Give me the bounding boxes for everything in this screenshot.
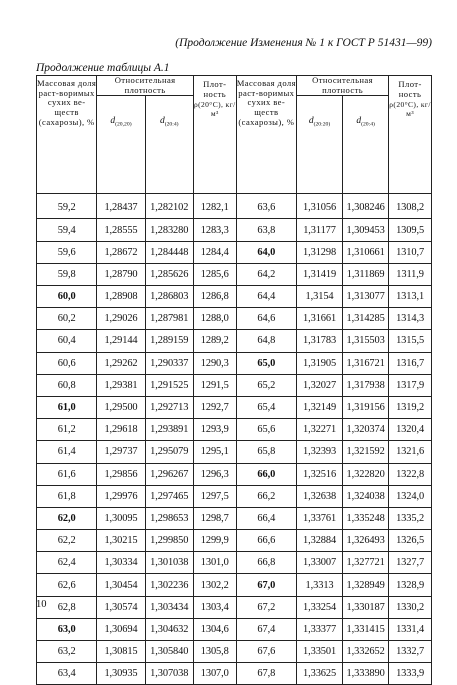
table-row — [37, 641, 432, 663]
cell-m2: 65,8 — [236, 441, 296, 463]
table-row — [37, 241, 432, 263]
cell-d2: 1,286803 — [145, 286, 193, 308]
cell-p2: 1333,9 — [389, 663, 432, 685]
header-density-unit: ρ(20°C), кг/м³ — [389, 100, 431, 118]
cell-d1: 1,30334 — [97, 552, 145, 574]
cell-d1: 1,29737 — [97, 441, 145, 463]
cell-p1: 1303,4 — [193, 596, 236, 618]
cell-m1: 62,2 — [37, 530, 97, 552]
cell-d4: 1,331415 — [343, 618, 389, 640]
header-d-20-20-left — [97, 96, 145, 194]
cell-m2: 66,2 — [236, 485, 296, 507]
cell-p2: 1308,2 — [389, 194, 432, 219]
table-row — [37, 463, 432, 485]
d-symbol: d — [308, 116, 314, 127]
cell-m1: 61,0 — [37, 396, 97, 418]
cell-d3: 1,31661 — [297, 308, 343, 330]
cell-p1: 1302,2 — [193, 574, 236, 596]
cell-p2: 1314,3 — [389, 308, 432, 330]
cell-d1: 1,30215 — [97, 530, 145, 552]
cell-m1: 63,4 — [37, 663, 97, 685]
cell-m1: 60,4 — [37, 330, 97, 352]
cell-d3: 1,3313 — [297, 574, 343, 596]
cell-d1: 1,30574 — [97, 596, 145, 618]
cell-d2: 1,284448 — [145, 241, 193, 263]
cell-m1: 62,8 — [37, 596, 97, 618]
cell-p1: 1304,6 — [193, 618, 236, 640]
cell-m1: 62,0 — [37, 507, 97, 529]
cell-m2: 65,0 — [236, 352, 296, 374]
cell-d2: 1,301038 — [145, 552, 193, 574]
cell-d2: 1,296267 — [145, 463, 193, 485]
header-d-20-4-right — [343, 96, 389, 194]
cell-d1: 1,30935 — [97, 663, 145, 685]
running-header: (Продолжение Изменения № 1 к ГОСТ Р 51431—99) — [175, 37, 432, 49]
cell-d3: 1,33625 — [297, 663, 343, 685]
cell-d2: 1,287981 — [145, 308, 193, 330]
table-row — [37, 441, 432, 463]
cell-m2: 66,8 — [236, 552, 296, 574]
cell-m2: 65,2 — [236, 374, 296, 396]
d-subscript: (20:4) — [164, 121, 179, 128]
cell-m2: 65,4 — [236, 396, 296, 418]
cell-m2: 63,8 — [236, 219, 296, 241]
cell-d1: 1,28672 — [97, 241, 145, 263]
cell-d2: 1,295079 — [145, 441, 193, 463]
cell-d1: 1,29144 — [97, 330, 145, 352]
header-d-20-4-left — [145, 96, 193, 194]
cell-p2: 1322,8 — [389, 463, 432, 485]
cell-p2: 1317,9 — [389, 374, 432, 396]
d-subscript: (20,20) — [115, 121, 132, 128]
cell-p2: 1335,2 — [389, 507, 432, 529]
cell-d4: 1,322820 — [343, 463, 389, 485]
table-row — [37, 419, 432, 441]
cell-p1: 1282,1 — [193, 194, 236, 219]
cell-d3: 1,33501 — [297, 641, 343, 663]
cell-d3: 1,31783 — [297, 330, 343, 352]
cell-d3: 1,32638 — [297, 485, 343, 507]
cell-m1: 59,8 — [37, 263, 97, 285]
cell-d1: 1,28908 — [97, 286, 145, 308]
table-row — [37, 574, 432, 596]
cell-p2: 1309,5 — [389, 219, 432, 241]
cell-p2: 1319,2 — [389, 396, 432, 418]
cell-p1: 1289,2 — [193, 330, 236, 352]
cell-p1: 1295,1 — [193, 441, 236, 463]
cell-m1: 62,6 — [37, 574, 97, 596]
header-mass-fraction-right: Массовая доля раст-воримых сухих ве-ществ (сахарозы), % — [236, 76, 296, 194]
cell-m2: 65,6 — [236, 419, 296, 441]
cell-d1: 1,29856 — [97, 463, 145, 485]
cell-d2: 1,282102 — [145, 194, 193, 219]
cell-p2: 1315,5 — [389, 330, 432, 352]
cell-d3: 1,31177 — [297, 219, 343, 241]
cell-d2: 1,291525 — [145, 374, 193, 396]
cell-p1: 1285,6 — [193, 263, 236, 285]
cell-d4: 1,328949 — [343, 574, 389, 596]
cell-m2: 64,4 — [236, 286, 296, 308]
cell-m1: 60,0 — [37, 286, 97, 308]
cell-p1: 1301,0 — [193, 552, 236, 574]
cell-d4: 1,332652 — [343, 641, 389, 663]
table-row — [37, 596, 432, 618]
cell-p2: 1316,7 — [389, 352, 432, 374]
cell-d4: 1,317938 — [343, 374, 389, 396]
header-density-right — [389, 76, 432, 194]
cell-p2: 1327,7 — [389, 552, 432, 574]
cell-d1: 1,29500 — [97, 396, 145, 418]
table-row — [37, 308, 432, 330]
cell-d2: 1,304632 — [145, 618, 193, 640]
cell-d3: 1,31298 — [297, 241, 343, 263]
cell-p1: 1293,9 — [193, 419, 236, 441]
cell-d3: 1,32884 — [297, 530, 343, 552]
cell-p2: 1332,7 — [389, 641, 432, 663]
cell-m2: 67,6 — [236, 641, 296, 663]
table-row — [37, 530, 432, 552]
table-row — [37, 618, 432, 640]
cell-d1: 1,29976 — [97, 485, 145, 507]
cell-d1: 1,28437 — [97, 194, 145, 219]
cell-d3: 1,3154 — [297, 286, 343, 308]
cell-m1: 62,4 — [37, 552, 97, 574]
cell-d1: 1,30815 — [97, 641, 145, 663]
cell-d3: 1,33007 — [297, 552, 343, 574]
cell-p2: 1313,1 — [389, 286, 432, 308]
cell-d3: 1,31056 — [297, 194, 343, 219]
cell-d4: 1,311869 — [343, 263, 389, 285]
cell-d4: 1,321592 — [343, 441, 389, 463]
table-row — [37, 552, 432, 574]
header-density-label: Плот-ность — [398, 79, 422, 99]
table-row — [37, 396, 432, 418]
cell-m2: 67,8 — [236, 663, 296, 685]
cell-p1: 1292,7 — [193, 396, 236, 418]
header-density-label: Плот-ность — [203, 79, 227, 99]
cell-m1: 61,2 — [37, 419, 97, 441]
cell-p1: 1284,4 — [193, 241, 236, 263]
d-subscript: (20:20) — [313, 121, 331, 128]
cell-m1: 63,2 — [37, 641, 97, 663]
cell-p2: 1326,5 — [389, 530, 432, 552]
density-table — [36, 75, 432, 685]
cell-d2: 1,289159 — [145, 330, 193, 352]
cell-d2: 1,305840 — [145, 641, 193, 663]
cell-m2: 64,0 — [236, 241, 296, 263]
cell-p2: 1311,9 — [389, 263, 432, 285]
cell-d4: 1,326493 — [343, 530, 389, 552]
table-continuation-title: Продолжение таблицы А.1 — [36, 62, 170, 74]
cell-d4: 1,320374 — [343, 419, 389, 441]
cell-p2: 1324,0 — [389, 485, 432, 507]
cell-d3: 1,32393 — [297, 441, 343, 463]
cell-m1: 60,6 — [37, 352, 97, 374]
cell-m2: 67,0 — [236, 574, 296, 596]
cell-p1: 1283,3 — [193, 219, 236, 241]
cell-d4: 1,327721 — [343, 552, 389, 574]
cell-d4: 1,319156 — [343, 396, 389, 418]
cell-d4: 1,310661 — [343, 241, 389, 263]
cell-d2: 1,298653 — [145, 507, 193, 529]
table-row — [37, 330, 432, 352]
cell-d3: 1,33377 — [297, 618, 343, 640]
header-density-unit: ρ(20°C), кг/м³ — [193, 100, 236, 118]
header-density-left — [193, 76, 236, 194]
cell-m1: 61,4 — [37, 441, 97, 463]
cell-d3: 1,33761 — [297, 507, 343, 529]
cell-m1: 63,0 — [37, 618, 97, 640]
table-row — [37, 352, 432, 374]
cell-d2: 1,297465 — [145, 485, 193, 507]
cell-d3: 1,31905 — [297, 352, 343, 374]
cell-p2: 1328,9 — [389, 574, 432, 596]
table-row — [37, 663, 432, 685]
cell-d4: 1,314285 — [343, 308, 389, 330]
cell-d1: 1,30095 — [97, 507, 145, 529]
cell-d3: 1,31419 — [297, 263, 343, 285]
cell-p2: 1331,4 — [389, 618, 432, 640]
cell-d2: 1,292713 — [145, 396, 193, 418]
table-row — [37, 263, 432, 285]
header-d-20-20-right — [297, 96, 343, 194]
cell-d3: 1,32027 — [297, 374, 343, 396]
cell-d2: 1,290337 — [145, 352, 193, 374]
header-relative-density-left: Относительная плотность — [97, 76, 194, 96]
cell-m2: 63,6 — [236, 194, 296, 219]
cell-d2: 1,293891 — [145, 419, 193, 441]
cell-d2: 1,303434 — [145, 596, 193, 618]
d-subscript: (20:4) — [361, 121, 375, 128]
cell-d4: 1,330187 — [343, 596, 389, 618]
cell-d1: 1,30694 — [97, 618, 145, 640]
cell-d1: 1,29618 — [97, 419, 145, 441]
table-row — [37, 286, 432, 308]
cell-d1: 1,29262 — [97, 352, 145, 374]
cell-p1: 1290,3 — [193, 352, 236, 374]
cell-m1: 59,6 — [37, 241, 97, 263]
table-row — [37, 374, 432, 396]
cell-p1: 1307,0 — [193, 663, 236, 685]
cell-d4: 1,335248 — [343, 507, 389, 529]
cell-m1: 60,2 — [37, 308, 97, 330]
cell-p1: 1288,0 — [193, 308, 236, 330]
cell-p2: 1330,2 — [389, 596, 432, 618]
cell-d4: 1,315503 — [343, 330, 389, 352]
cell-d1: 1,29381 — [97, 374, 145, 396]
cell-d1: 1,28790 — [97, 263, 145, 285]
cell-d1: 1,29026 — [97, 308, 145, 330]
cell-d2: 1,283280 — [145, 219, 193, 241]
cell-m2: 64,2 — [236, 263, 296, 285]
header-relative-density-right: Относительная плотность — [297, 76, 389, 96]
cell-m2: 66,0 — [236, 463, 296, 485]
cell-m1: 61,6 — [37, 463, 97, 485]
cell-p2: 1310,7 — [389, 241, 432, 263]
d-symbol: d — [110, 116, 116, 127]
table-row — [37, 507, 432, 529]
cell-m2: 66,6 — [236, 530, 296, 552]
cell-m2: 64,6 — [236, 308, 296, 330]
cell-d2: 1,299850 — [145, 530, 193, 552]
cell-m1: 61,8 — [37, 485, 97, 507]
cell-p2: 1321,6 — [389, 441, 432, 463]
cell-d1: 1,30454 — [97, 574, 145, 596]
cell-d4: 1,316721 — [343, 352, 389, 374]
cell-p1: 1296,3 — [193, 463, 236, 485]
cell-d3: 1,32516 — [297, 463, 343, 485]
cell-d3: 1,32271 — [297, 419, 343, 441]
cell-m1: 59,4 — [37, 219, 97, 241]
cell-d3: 1,33254 — [297, 596, 343, 618]
table-body — [37, 194, 432, 685]
cell-d4: 1,313077 — [343, 286, 389, 308]
cell-d3: 1,32149 — [297, 396, 343, 418]
page-number: 10 — [36, 599, 47, 610]
cell-p1: 1297,5 — [193, 485, 236, 507]
d-symbol: d — [159, 116, 165, 127]
cell-p2: 1320,4 — [389, 419, 432, 441]
d-symbol: d — [356, 116, 362, 127]
cell-d4: 1,309453 — [343, 219, 389, 241]
cell-p1: 1298,7 — [193, 507, 236, 529]
table-row — [37, 194, 432, 219]
table-row — [37, 485, 432, 507]
cell-m2: 66,4 — [236, 507, 296, 529]
cell-p1: 1299,9 — [193, 530, 236, 552]
cell-m2: 67,4 — [236, 618, 296, 640]
cell-d2: 1,302236 — [145, 574, 193, 596]
cell-p1: 1286,8 — [193, 286, 236, 308]
cell-d4: 1,324038 — [343, 485, 389, 507]
cell-m1: 60,8 — [37, 374, 97, 396]
table-row — [37, 219, 432, 241]
cell-p1: 1291,5 — [193, 374, 236, 396]
cell-p1: 1305,8 — [193, 641, 236, 663]
cell-d1: 1,28555 — [97, 219, 145, 241]
cell-d2: 1,307038 — [145, 663, 193, 685]
cell-m2: 64,8 — [236, 330, 296, 352]
header-mass-fraction-left: Массовая доля раст-воримых сухих ве-ществ (сахарозы), % — [37, 76, 97, 194]
cell-d4: 1,333890 — [343, 663, 389, 685]
cell-m2: 67,2 — [236, 596, 296, 618]
cell-d4: 1,308246 — [343, 194, 389, 219]
cell-d2: 1,285626 — [145, 263, 193, 285]
cell-m1: 59,2 — [37, 194, 97, 219]
